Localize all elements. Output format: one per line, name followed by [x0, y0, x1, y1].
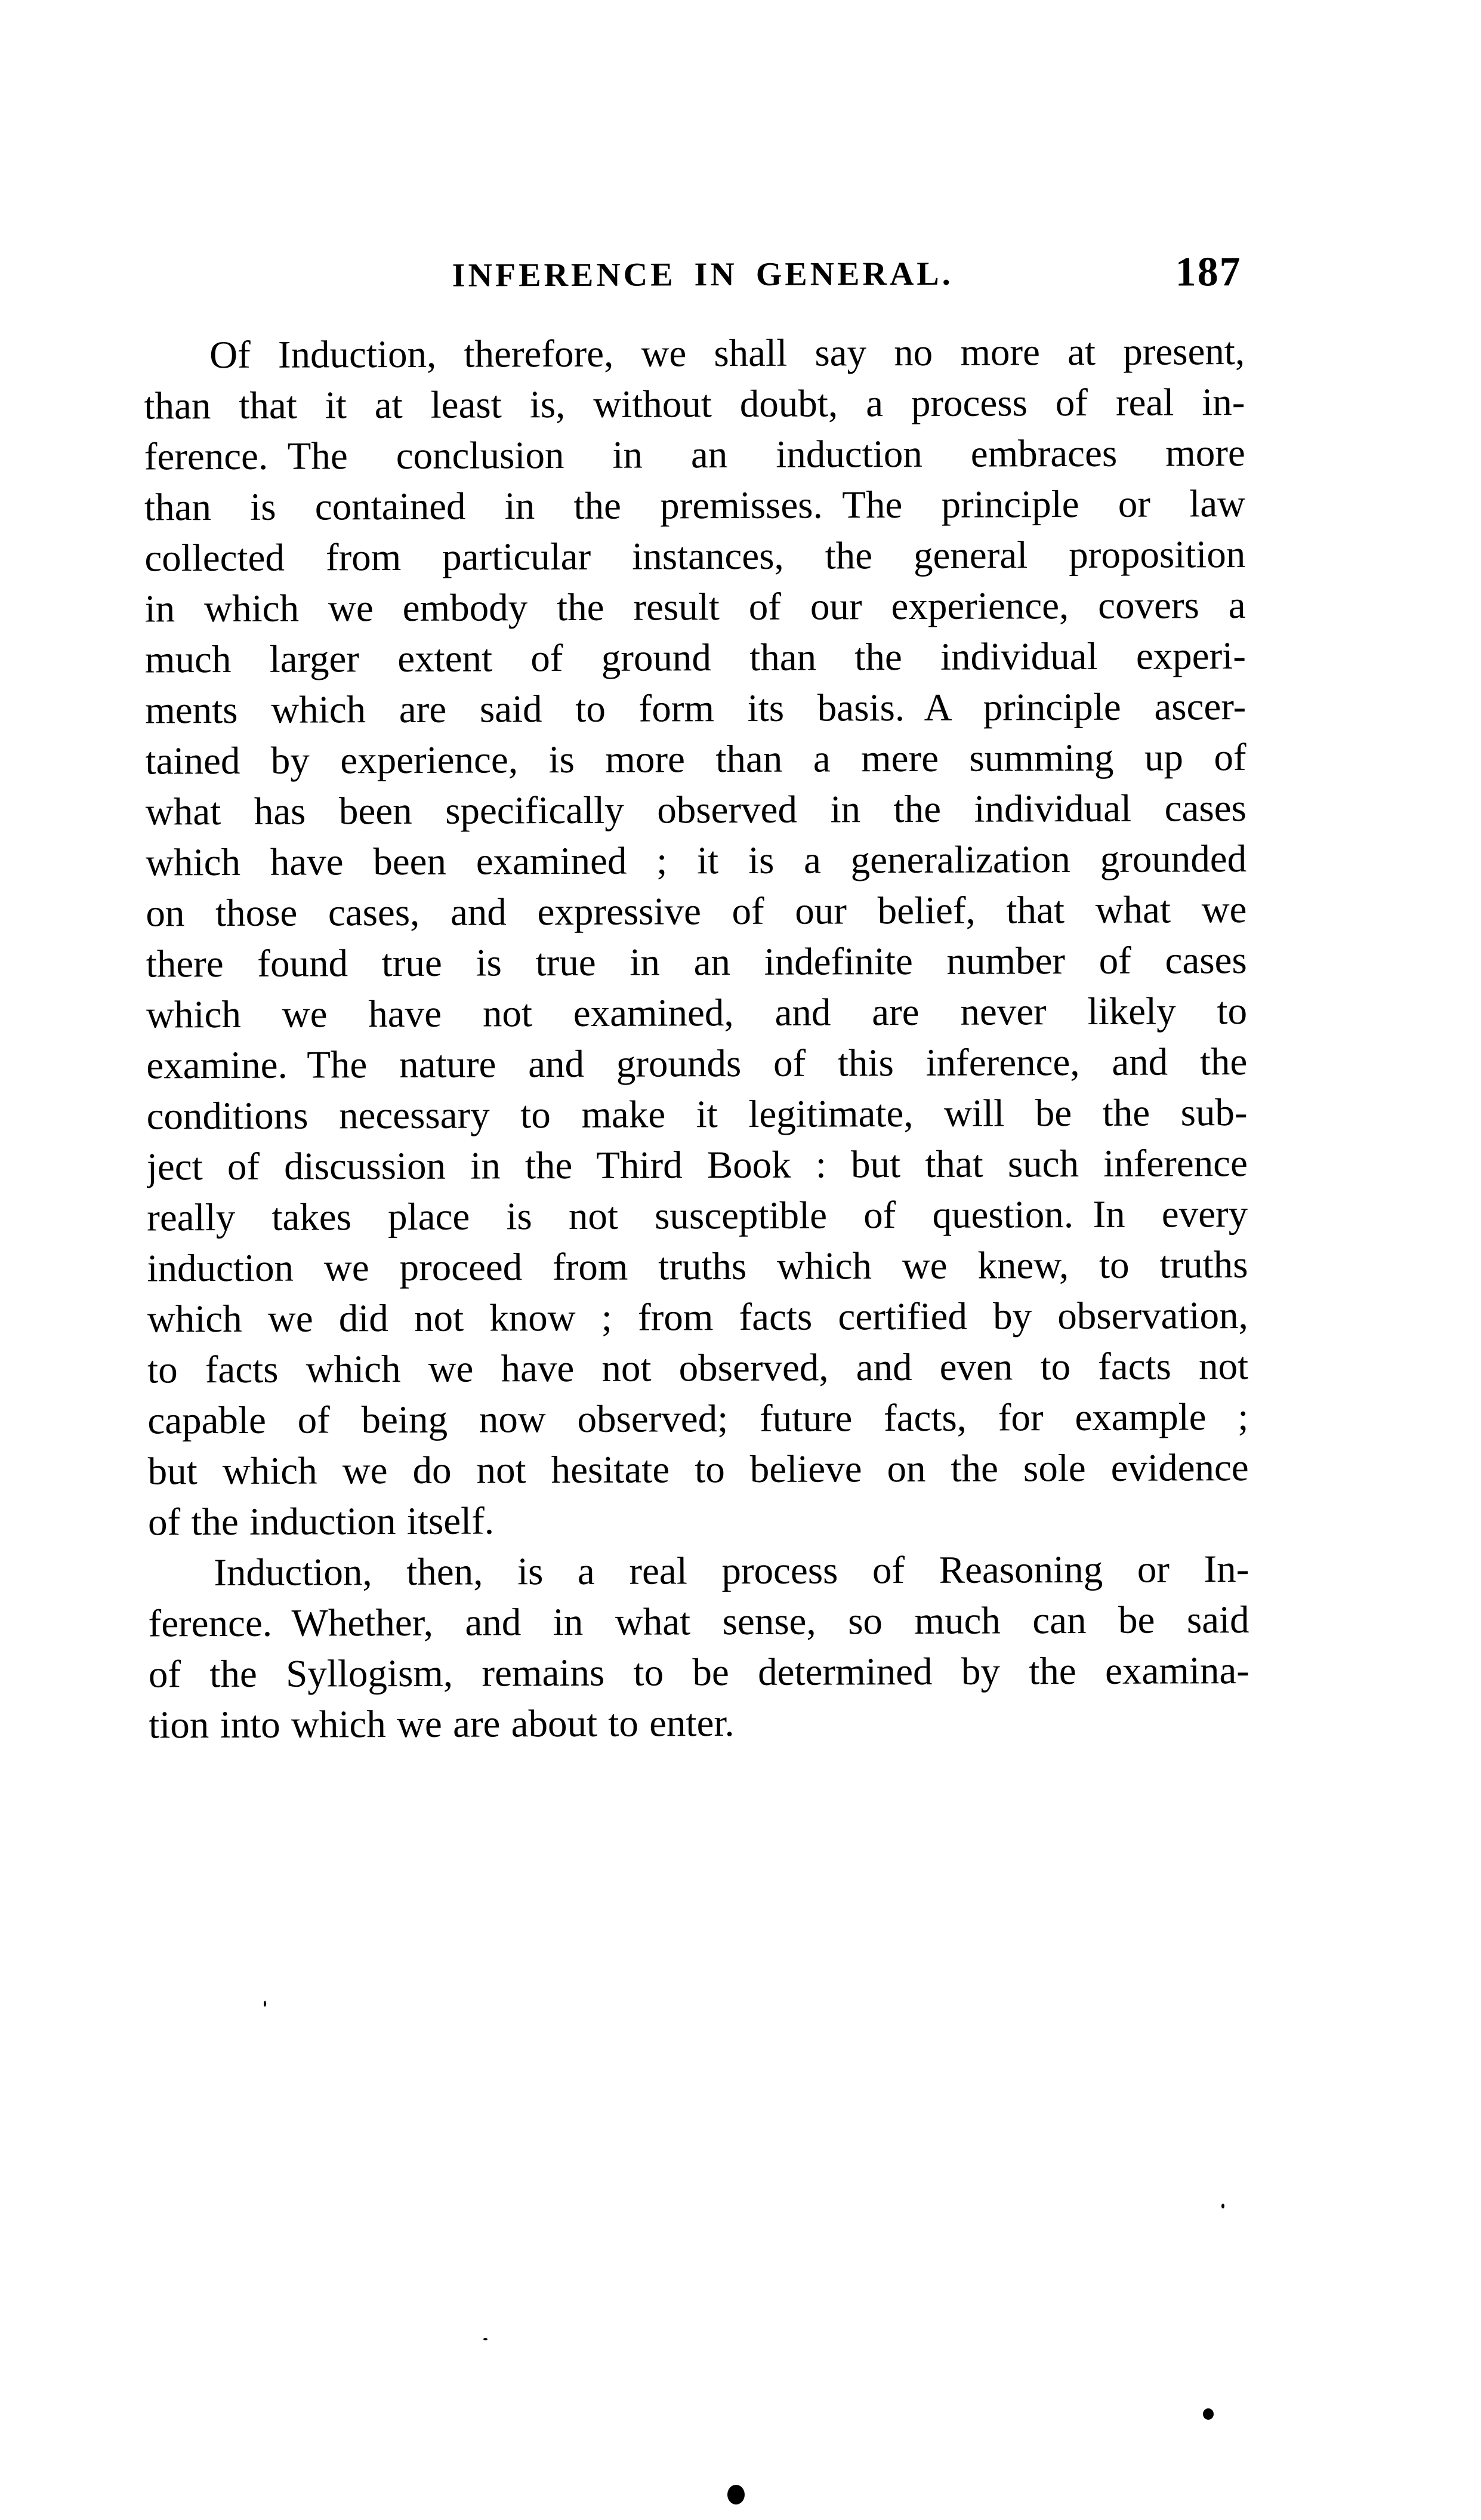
running-title: INFERENCE IN GENERAL.: [452, 255, 954, 294]
text-line: examine. The nature and grounds of this inference, and the: [146, 1040, 1248, 1088]
text-line: than that it at least is, without doubt, a process of real in-: [144, 381, 1245, 428]
text-line: in which we embody the result of our experience, covers a: [144, 584, 1246, 631]
ink-dot-bottom-center: [727, 2485, 745, 2504]
text-line: of the Syllogism, remains to be determined by the examina-: [148, 1649, 1250, 1696]
text-line: ments which are said to form its basis. A principle ascer-: [145, 685, 1246, 732]
text-line: than is contained in the premisses. The principle or law: [144, 482, 1246, 529]
ink-speck-dash: [483, 2338, 488, 2340]
text-line: capable of being now observed; future facts, for example ;: [147, 1395, 1249, 1443]
text-line: Of Induction, therefore, we shall say no more at present,: [209, 330, 1245, 377]
text-line: Induction, then, is a real process of Reasoning or In-: [214, 1548, 1249, 1595]
text-line: which have been examined ; it is a generalization grounded: [146, 837, 1247, 885]
text-line: of the induction itself.: [147, 1499, 495, 1544]
ink-dot-right: [1203, 2408, 1214, 2420]
running-head: [0, 0, 1477, 295]
ink-speck-right-upper: [1221, 2204, 1224, 2208]
text-line: really takes place is not susceptible of question. In every: [147, 1193, 1248, 1240]
text-line: on those cases, and expressive of our belief, that what we: [146, 888, 1247, 935]
text-line: ject of discussion in the Third Book : but that such inference: [146, 1142, 1248, 1189]
text-line: ference. Whether, and in what sense, so much can be said: [148, 1598, 1249, 1646]
body-text: [144, 326, 1249, 1751]
page-number: 187: [1175, 249, 1242, 295]
paragraph: [148, 1544, 1249, 1751]
text-line: tion into which we are about to enter.: [149, 1702, 735, 1747]
paragraph: [144, 326, 1249, 1548]
text-line: tained by experience, is more than a mere summing up of: [145, 736, 1246, 783]
text-line: what has been specifically observed in the individual cases: [145, 787, 1246, 834]
text-line: conditions necessary to make it legitimate, will be the sub-: [146, 1091, 1248, 1138]
text-line: which we have not examined, and are never likely to: [146, 990, 1248, 1037]
text-line: which we did not know ; from facts certified by observation,: [147, 1294, 1248, 1341]
text-line: there found true is true in an indefinite number of cases: [146, 939, 1247, 986]
text-line: ference. The conclusion in an induction embraces more: [144, 432, 1245, 479]
text-line: collected from particular instances, the general proposition: [144, 533, 1246, 580]
text-line: but which we do not hesitate to believe on the sole evidence: [147, 1446, 1249, 1493]
text-line: induction we proceed from truths which we knew, to truths: [147, 1243, 1248, 1290]
text-line: much larger extent of ground than the individual experi-: [144, 634, 1246, 682]
text-line: to facts which we have not observed, and even to facts not: [147, 1345, 1249, 1392]
ink-speck-left-margin: [264, 2001, 266, 2007]
